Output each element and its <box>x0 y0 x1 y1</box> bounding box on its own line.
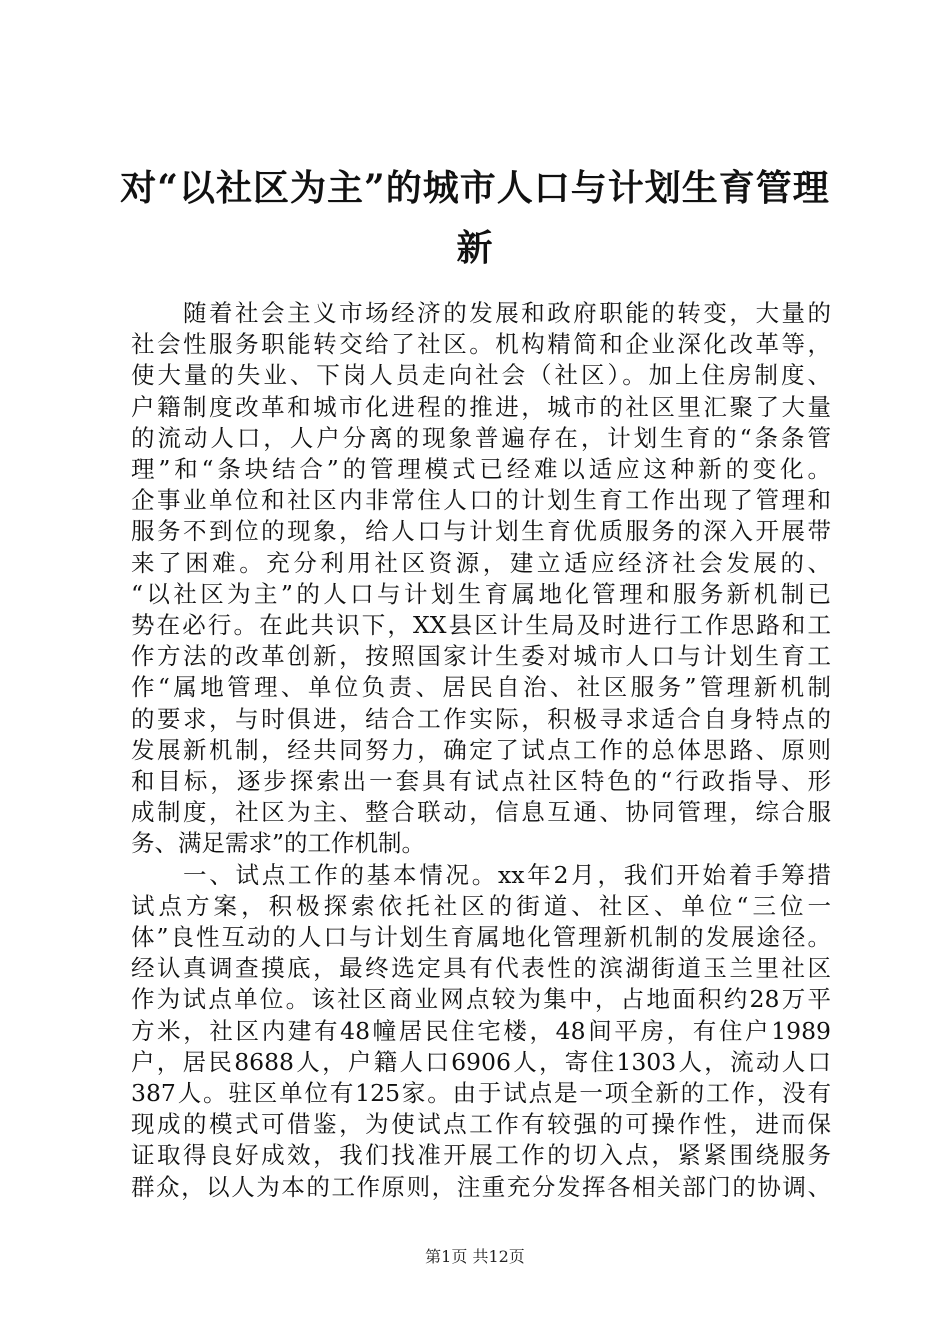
body-text-line: 户，居民8688人，户籍人口6906人，寄住1303人，流动人口 <box>131 1047 831 1076</box>
body-text-line: 的要求，与时俱进，结合工作实际，积极寻求适合自身特点的 <box>131 704 831 733</box>
body-text-line: 理”和“条块结合”的管理模式已经难以适应这种新的变化。 <box>131 455 831 483</box>
body-text-line: 作“属地管理、单位负责、居民自治、社区服务”管理新机制 <box>131 673 831 702</box>
body-text-line: 方米，社区内建有48幢居民住宅楼，48间平房，有住户1989 <box>131 1016 831 1045</box>
body-text-line: 随着社会主义市场经济的发展和政府职能的转变，大量的 <box>183 299 831 327</box>
body-text-line: 成制度，社区为主、整合联动，信息互通、协同管理，综合服 <box>131 798 831 827</box>
document-title-line-1: 对“以社区为主”的城市人口与计划生育管理 <box>120 167 830 209</box>
body-text-line: 现成的模式可借鉴，为使试点工作有较强的可操作性，进而保 <box>131 1110 831 1139</box>
body-text-line: 经认真调查摸底，最终选定具有代表性的滨湖街道玉兰里社区 <box>131 954 831 983</box>
body-text-line: 企事业单位和社区内非常住人口的计划生育工作出现了管理和 <box>131 486 831 515</box>
body-text-line: 发展新机制，经共同努力，确定了试点工作的总体思路、原则 <box>131 735 831 764</box>
body-text-line: 务、满足需求”的工作机制。 <box>131 829 426 858</box>
body-text-line: 服务不到位的现象，给人口与计划生育优质服务的深入开展带 <box>131 517 831 546</box>
body-text-line: 来了困难。充分利用社区资源，建立适应经济社会发展的、 <box>131 548 831 577</box>
body-text-line: “以社区为主”的人口与计划生育属地化管理和服务新机制已 <box>131 579 831 608</box>
page-number-footer: 第1页 共12页 <box>425 1247 525 1266</box>
body-text-line: 作方法的改革创新，按照国家计生委对城市人口与计划生育工 <box>131 642 831 671</box>
body-text-line: 势在必行。在此共识下，XX县区计生局及时进行工作思路和工 <box>131 611 831 639</box>
body-text-line: 群众，以人为本的工作原则，注重充分发挥各相关部门的协调、 <box>131 1172 831 1201</box>
body-text-line: 户籍制度改革和城市化进程的推进，城市的社区里汇聚了大量 <box>131 392 831 421</box>
body-text-line: 作为试点单位。该社区商业网点较为集中，占地面积约28万平 <box>131 985 831 1014</box>
body-text-line: 体”良性互动的人口与计划生育属地化管理新机制的发展途径。 <box>131 923 831 951</box>
body-text-line: 使大量的失业、下岗人员走向社会（社区）。加上住房制度、 <box>131 361 831 390</box>
document-title-line-2: 新 <box>456 227 494 269</box>
body-text-line: 证取得良好成效，我们找准开展工作的切入点，紧紧围绕服务 <box>131 1141 831 1170</box>
body-text-line: 社会性服务职能转交给了社区。机构精简和企业深化改革等， <box>131 330 831 359</box>
body-text-line: 387人。驻区单位有125家。由于试点是一项全新的工作，没有 <box>131 1079 831 1107</box>
body-text-line: 和目标，逐步探索出一套具有试点社区特色的“行政指导、形 <box>131 767 831 795</box>
body-text-line: 一、试点工作的基本情况。xx年2月，我们开始着手筹措 <box>183 860 831 889</box>
body-text-line: 试点方案，积极探索依托社区的街道、社区、单位“三位一 <box>131 891 831 920</box>
body-text-line: 的流动人口，人户分离的现象普遍存在，计划生育的“条条管 <box>131 423 831 452</box>
